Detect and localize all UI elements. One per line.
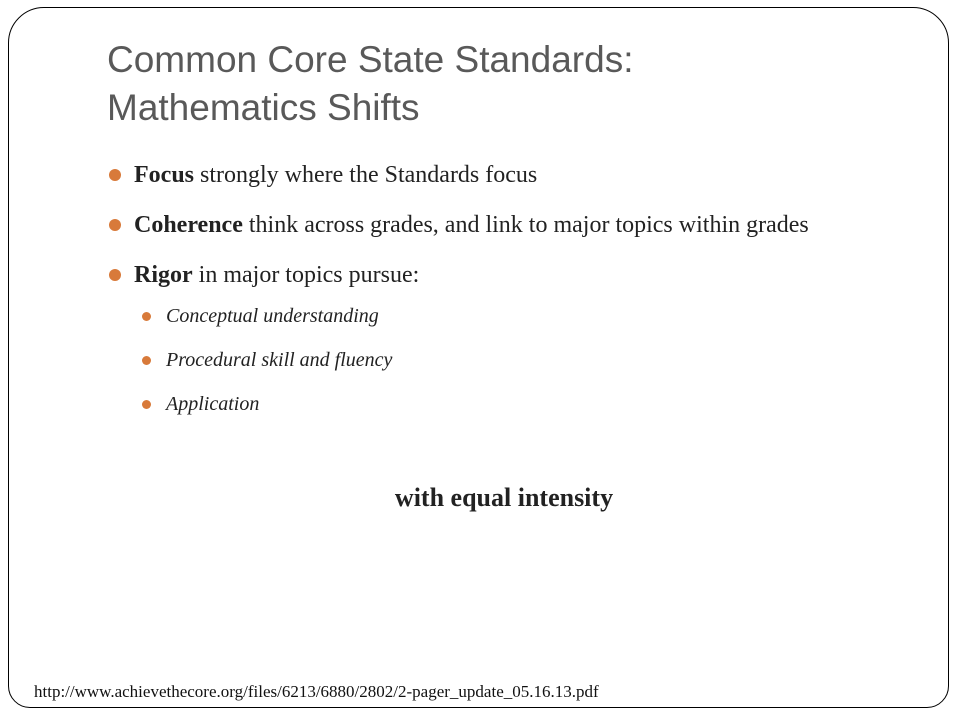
sub-bullet-group	[107, 302, 867, 418]
bullet-term: Coherence	[134, 212, 243, 238]
bullet-term: Rigor	[134, 262, 193, 288]
sub-bullet-text: Application	[166, 393, 260, 415]
emphasis-text: with equal intensity	[394, 483, 614, 512]
slide-title	[107, 36, 867, 132]
bullet-coherence	[107, 208, 867, 242]
sub-bullet-item	[107, 302, 867, 330]
sub-bullet-list	[107, 302, 867, 418]
bullet-list	[107, 158, 867, 434]
bullet-dot-icon	[109, 219, 121, 231]
bullet-dot-icon	[109, 169, 121, 181]
sub-bullet-dot-icon	[142, 356, 151, 365]
sub-bullet-item	[107, 346, 867, 374]
bullet-text: think across grades, and link to major topics within grades	[242, 212, 809, 238]
sub-bullet-dot-icon	[142, 312, 151, 321]
sub-bullet-item	[107, 390, 867, 418]
sub-bullet-text: Conceptual understanding	[166, 305, 379, 327]
bullet-text: strongly where the Standards focus	[194, 162, 538, 188]
slide-title-line-1: Common Core State Standards:	[107, 39, 634, 80]
bullet-focus	[107, 158, 867, 192]
source-url-link[interactable]: http://www.achievethecore.org/files/6213/6880/2802/2-pager_update_05.16.13.pdf	[34, 682, 599, 701]
bullet-rigor	[107, 258, 867, 292]
slide-title-line-2: Mathematics Shifts	[107, 87, 420, 128]
bullet-text: in major topics pursue:	[192, 262, 420, 288]
bullet-dot-icon	[109, 269, 121, 281]
sub-bullet-dot-icon	[142, 400, 151, 409]
sub-bullet-text: Procedural skill and fluency	[166, 349, 393, 371]
bullet-term: Focus	[134, 162, 194, 188]
